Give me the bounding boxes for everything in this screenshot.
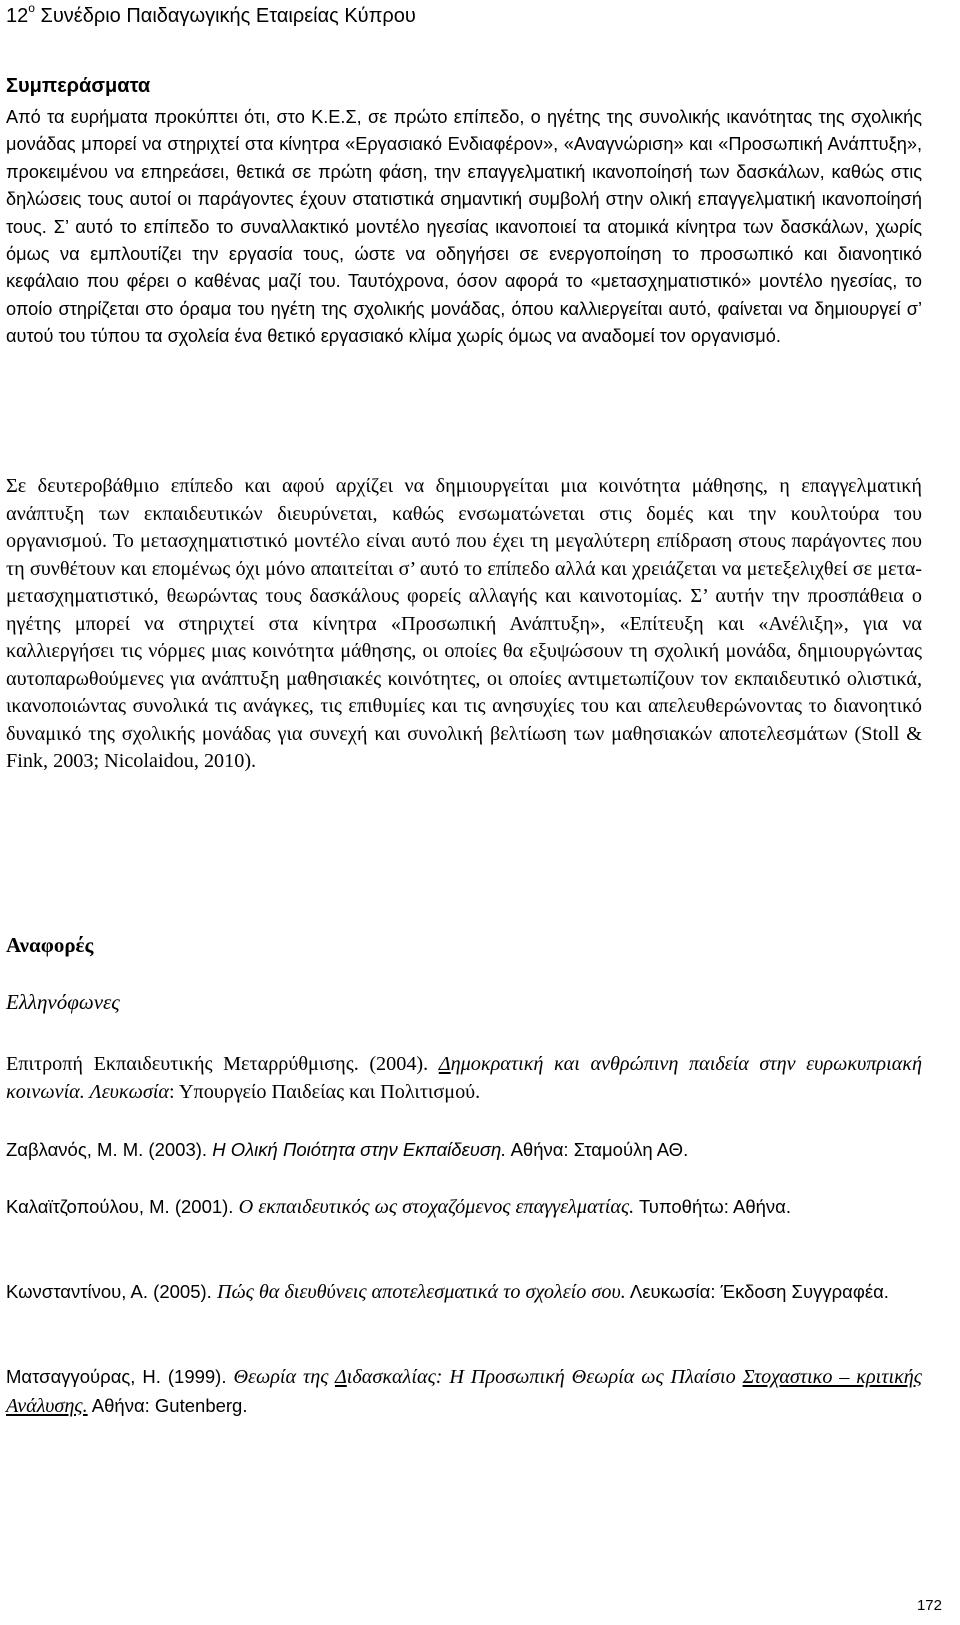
conference-header xyxy=(6,1,416,28)
reference-item: Ζαβλανός, Μ. Μ. (2003). Η Ολική Ποιότητα στην Εκπαίδευση. Αθήνα: Σταμούλη ΑΘ. xyxy=(6,1139,689,1160)
reference-item: Επιτροπή Εκπαιδευτικής Μεταρρύθμισης. (2004). Δημοκρατική και ανθρώπινη παιδεία στην ευρωκυπριακή κοινωνία. Λευκωσία: Υπουργείο Παιδείας και Πολιτισμού. xyxy=(6,1053,922,1103)
references-heading: Αναφορές xyxy=(6,933,94,957)
conclusions-paragraph-2: Σε δευτεροβάθμιο επίπεδο και αφού αρχίζει να δημιουργείται μια κοινότητα μάθησης, η επαγγελματική ανάπτυξη των εκπαιδευτικών διευρύνεται, καθώς ενσωματώνεται στις δομές και την κουλτούρα του οργανισμού. Το μετασχηματιστικό μοντέλο είναι αυτό που έχει τη μεγαλύτερη επίδραση στους παράγοντες που τη συνθέτουν και επομένως όχι μόνο απαιτείται σ’ αυτό το επίπεδο αλλά και χρειάζεται να μετεξελιχθεί σε μετα-μετασχηματιστικό, θεωρώντας τους δασκάλους φορείς αλλαγής και καινοτομίας. Σ’ αυτήν την προσπάθεια ο ηγέτης μπορεί να στηριχτεί στα κίνητρα «Προσωπική Ανάπτυξη», «Επίτευξη και «Ανέλιξη», για να καλλιεργήσει τις νόρμες μιας κοινότητα μάθησης, οι οποίες θα εξυψώσουν τη σχολική μονάδα, δημιουργώντας αυτοπαρωθούμενες για ανάπτυξη μαθησιακές κοινότητες, οι οποίες αντιμετωπίζουν τον εκπαιδευτικό ολιστικά, ικανοποιώντας συνολικά τις ανάγκες, τις επιθυμίες και τις ανησυχίες του και απελευθερώνοντας το διανοητικό δυναμικό της σχολικής μονάδας για συνεχή και συνολική βελτίωση των μαθησιακών αποτελεσμάτων (Stoll & Fink, 2003; Nicolaidou, 2010). xyxy=(6,475,922,772)
page-number: 172 xyxy=(916,1597,942,1614)
conclusions-paragraph-1: Από τα ευρήματα προκύπτει ότι, στο Κ.Ε.Σ, σε πρώτο επίπεδο, ο ηγέτης της συνολικής ικανότητας της σχολικής μονάδας μπορεί να στηριχτεί στα κίνητρα «Εργασιακό Ενδιαφέρον», «Αναγνώριση» και «Προσωπική Ανάπτυξη», προκειμένου να επηρεάσει, θετικά σε πρώτη φάση, την επαγγελματική ικανοποίησή των δασκάλων, καθώς στις δηλώσεις τους αυτοί οι παράγοντες έχουν στατιστικά σημαντική συμβολή στην ολική επαγγελματική ικανοποίησή τους. Σ’ αυτό το επίπεδο το συναλλακτικό μοντέλο ηγεσίας ικανοποιεί τα ατομικά κίνητρα των δασκάλων, χωρίς όμως να εμπλουτίζει την εργασία τους, ώστε να οδηγήσει σε ενεργοποίηση το προσωπικό και διανοητικό κεφάλαιο που φέρει ο καθένας μαζί του. Ταυτόχρονα, όσον αφορά το «μετασχηματιστικό» μοντέλο ηγεσίας, το οποίο στηρίζεται στο όραμα του ηγέτη της σχολικής μονάδας, όπου καλλιεργείται αυτό, φαίνεται να δημιουργεί σ’ αυτού του τύπου τα σχολεία ένα θετικό εργασιακό κλίμα χωρίς όμως να αναδομεί τον οργανισμό. xyxy=(6,107,922,347)
header-title: Συνέδριο Παιδαγωγικής Εταιρείας Κύπρου xyxy=(34,5,416,27)
conclusions-heading: Συμπεράσματα xyxy=(6,75,151,97)
header-ordinal: ο xyxy=(28,1,35,15)
reference-item: Καλαϊτζοπούλου, Μ. (2001). Ο εκπαιδευτικός ως στοχαζόμενος επαγγελματίας. Τυποθήτω: Αθήνα. xyxy=(6,1196,791,1218)
references-subheading: Ελληνόφωνες xyxy=(6,990,120,1014)
reference-item: Κωνσταντίνου, Α. (2005). Πώς θα διευθύνεις αποτελεσματικά το σχολείο σου. Λευκωσία: Έκδοση Συγγραφέα. xyxy=(6,1281,889,1303)
header-number: 12 xyxy=(6,5,29,27)
reference-item: Ματσαγγούρας, Η. (1999). Θεωρία της Διδασκαλίας: Η Προσωπική Θεωρία ως Πλαίσιο Στοχαστικο – κριτικής Ανάλυσης. Αθήνα: Gutenberg. xyxy=(6,1366,922,1417)
